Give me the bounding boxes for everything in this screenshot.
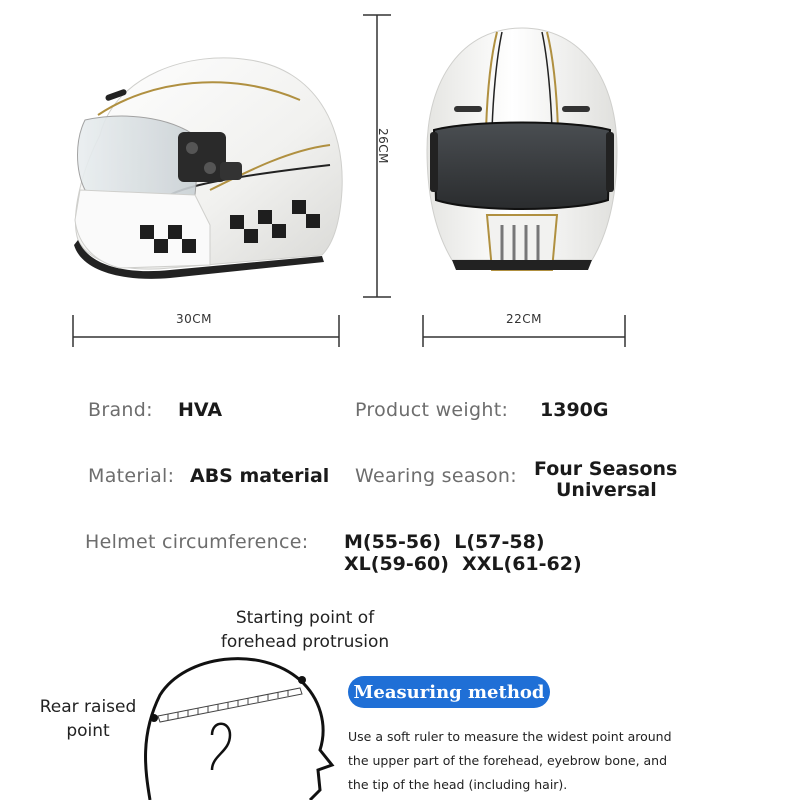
measuring-description-line3: the tip of the head (including hair). [348, 777, 568, 792]
measuring-description-line2: the upper part of the forehead, eyebrow bone, and [348, 753, 668, 768]
season-value-line2: Universal [556, 479, 657, 501]
length-dimension-label: 30CM [176, 312, 213, 326]
material-value: ABS material [190, 465, 330, 487]
weight-label: Product weight: [355, 399, 509, 421]
brand-label: Brand: [88, 399, 153, 421]
helmet-front-view-image [412, 20, 632, 300]
height-dimension-label: 26CM [376, 128, 390, 165]
brand-value: HVA [178, 399, 223, 421]
head-measurement-diagram [120, 640, 340, 800]
circumference-label: Helmet circumference: [85, 531, 309, 553]
weight-value: 1390G [540, 399, 609, 421]
circumference-sizes-line1: M(55-56) L(57-58) [344, 531, 545, 553]
width-dimension-label: 22CM [506, 312, 543, 326]
forehead-point-label-line2: forehead protrusion [220, 632, 390, 652]
material-label: Material: [88, 465, 175, 487]
measuring-method-badge: Measuring method [348, 676, 550, 708]
season-label: Wearing season: [355, 465, 517, 487]
forehead-point-label-line1: Starting point of [235, 608, 375, 628]
rear-point-label-line1: Rear raised [39, 697, 137, 717]
helmet-side-view-image [60, 40, 360, 310]
rear-point-label-line2: point [66, 721, 110, 741]
measuring-description-line1: Use a soft ruler to measure the widest point around [348, 729, 672, 744]
season-value-line1: Four Seasons [534, 458, 678, 480]
circumference-sizes-line2: XL(59-60) XXL(61-62) [344, 553, 582, 575]
